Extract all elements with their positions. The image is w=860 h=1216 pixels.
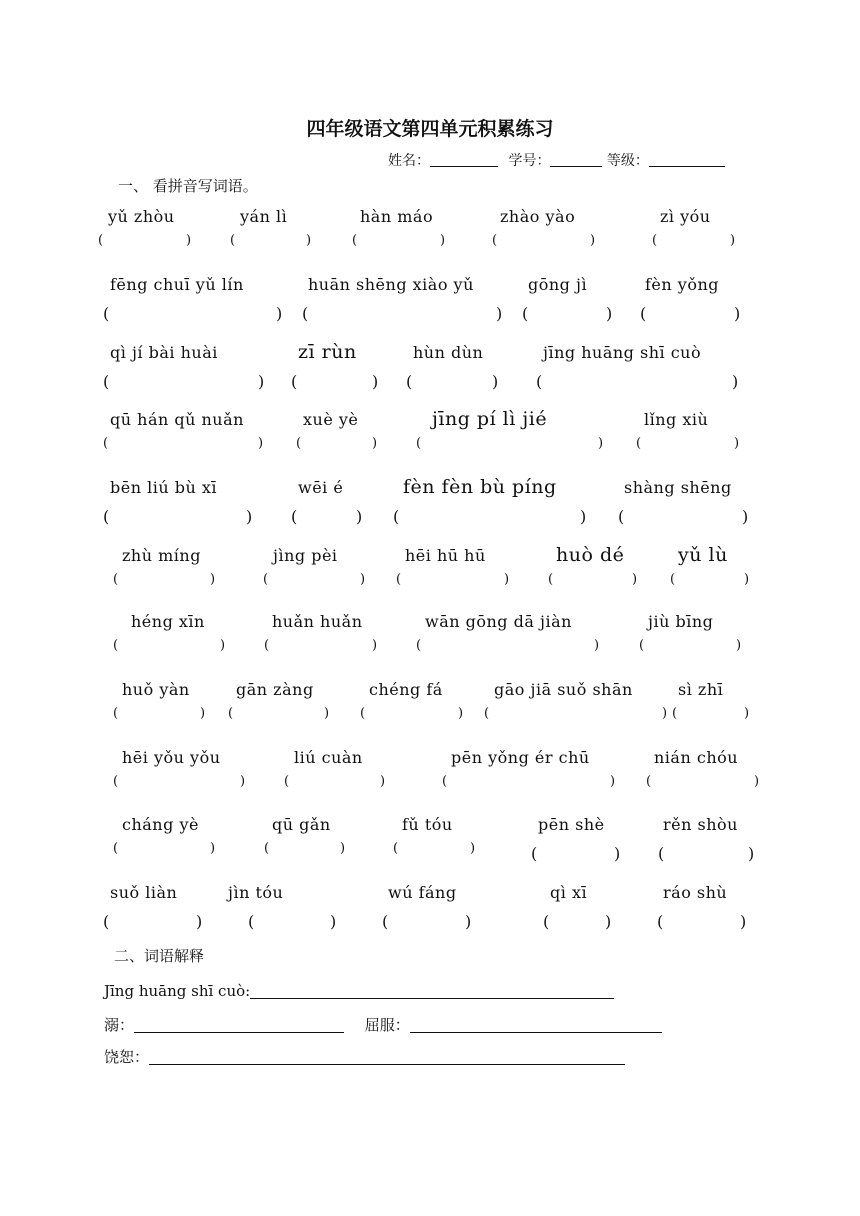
answer-box[interactable] (121, 774, 238, 792)
answer-box[interactable] (678, 572, 742, 590)
pinyin-word: qū gǎn (272, 815, 331, 834)
answer-paren-close: ) (465, 912, 472, 931)
pinyin-word: hàn máo (360, 207, 434, 226)
answer-paren-open: ( (352, 233, 358, 248)
answer-paren-open: ( (291, 372, 298, 391)
answer-box[interactable] (424, 638, 592, 656)
answer-paren-close: ) (734, 436, 740, 451)
answer-box[interactable] (556, 572, 630, 590)
answer-paren-open: ( (113, 774, 119, 789)
pinyin-word: hēi yǒu yǒu (122, 748, 221, 767)
pinyin-word: hùn dùn (413, 343, 484, 362)
answer-paren-close: ) (220, 638, 226, 653)
answer-paren-close: ) (742, 507, 749, 526)
pinyin-word: wú fáng (388, 883, 457, 902)
answer-paren-open: ( (98, 233, 104, 248)
pinyin-word: yán lì (240, 207, 288, 226)
answer-paren-open: ( (291, 507, 298, 526)
answer-box[interactable] (111, 436, 256, 454)
answer-paren-close: ) (732, 372, 739, 391)
pinyin-word: héng xīn (131, 612, 205, 631)
answer-paren-close: ) (372, 638, 378, 653)
definition-line-4 (104, 1046, 625, 1067)
pinyin-word: liú cuàn (294, 748, 363, 767)
answer-paren-close: ) (196, 912, 203, 931)
pinyin-word: wān gōng dā jiàn (425, 612, 572, 631)
answer-paren-open: ( (113, 706, 119, 721)
answer-paren-open: ( (442, 774, 448, 789)
answer-paren-open: ( (113, 841, 119, 856)
pinyin-word: ráo shù (663, 883, 728, 902)
answer-paren-close: ) (340, 841, 346, 856)
answer-paren-open: ( (302, 304, 309, 323)
pinyin-word: gān zàng (236, 680, 314, 699)
answer-box[interactable] (390, 912, 463, 930)
answer-paren-close: ) (632, 572, 638, 587)
answer-paren-open: ( (230, 233, 236, 248)
answer-paren-close: ) (662, 706, 668, 721)
answer-box[interactable] (648, 304, 732, 322)
answer-paren-open: ( (536, 372, 543, 391)
answer-paren-close: ) (210, 572, 216, 587)
pinyin-word: fǔ tóu (402, 815, 453, 834)
answer-paren-open: ( (103, 436, 109, 451)
answer-box[interactable] (121, 638, 218, 656)
answer-paren-close: ) (740, 912, 747, 931)
answer-box[interactable] (360, 233, 438, 251)
answer-box[interactable] (654, 774, 752, 792)
answer-box[interactable] (121, 841, 208, 859)
answer-paren-open: ( (531, 844, 538, 863)
pinyin-word: shàng shēng (624, 478, 732, 497)
answer-paren-open: ( (103, 304, 110, 323)
answer-paren-open: ( (103, 372, 110, 391)
pinyin-word: huǒ yàn (122, 680, 190, 699)
answer-paren-open: ( (113, 572, 119, 587)
answer-paren-open: ( (228, 706, 234, 721)
answer-paren-close: ) (276, 304, 283, 323)
answer-paren-close: ) (754, 774, 760, 789)
definition-answer-2[interactable] (134, 1016, 344, 1033)
answer-paren-close: ) (736, 638, 742, 653)
answer-paren-close: ) (730, 233, 736, 248)
answer-paren-open: ( (484, 706, 490, 721)
answer-paren-close: ) (330, 912, 337, 931)
answer-box[interactable] (424, 436, 596, 454)
answer-paren-open: ( (103, 912, 110, 931)
pinyin-word: suǒ liàn (110, 883, 178, 902)
pinyin-word: gōng jì (528, 275, 588, 294)
answer-paren-close: ) (258, 436, 264, 451)
answer-paren-open: ( (416, 436, 422, 451)
answer-box[interactable] (272, 841, 338, 859)
answer-paren-close: ) (598, 436, 604, 451)
pinyin-word: cháng yè (122, 815, 199, 834)
answer-paren-open: ( (406, 372, 413, 391)
answer-paren-close: ) (580, 507, 587, 526)
answer-paren-close: ) (614, 844, 621, 863)
answer-paren-open: ( (658, 844, 665, 863)
answer-paren-open: ( (657, 912, 664, 931)
answer-paren-open: ( (360, 706, 366, 721)
definition-answer-4[interactable] (149, 1048, 625, 1065)
id-label: 学号： (508, 153, 551, 169)
answer-paren-close: ) (324, 706, 330, 721)
pinyin-word: qū hán qǔ nuǎn (110, 410, 244, 429)
pinyin-word: fēng chuī yǔ lín (110, 275, 244, 294)
answer-box[interactable] (401, 507, 578, 525)
answer-paren-open: ( (264, 841, 270, 856)
answer-box[interactable] (660, 233, 728, 251)
definition-label-2: 溺： (104, 1016, 135, 1034)
answer-paren-open: ( (296, 436, 302, 451)
definition-line-2 (104, 1014, 662, 1035)
answer-paren-close: ) (590, 233, 596, 248)
answer-box[interactable] (450, 774, 608, 792)
pinyin-word: zhào yào (500, 207, 576, 226)
answer-box[interactable] (551, 912, 603, 930)
pinyin-word: rěn shòu (663, 815, 738, 834)
pinyin-word: gāo jiā suǒ shān (494, 680, 633, 699)
definition-label-3: 屈服： (364, 1016, 410, 1034)
page-title: 四年级语文第四单元积累练习 (306, 118, 554, 140)
definition-label-4: 饶恕： (104, 1048, 150, 1066)
answer-paren-close: ) (744, 572, 750, 587)
answer-box[interactable] (665, 912, 738, 930)
pinyin-word: zhù míng (122, 546, 201, 565)
answer-paren-close: ) (440, 233, 446, 248)
answer-paren-open: ( (670, 572, 676, 587)
answer-paren-open: ( (672, 706, 678, 721)
answer-paren-open: ( (636, 436, 642, 451)
answer-box[interactable] (111, 372, 256, 390)
definition-answer-3[interactable] (410, 1016, 662, 1033)
answer-box[interactable] (404, 572, 502, 590)
pinyin-word: huān shēng xiào yǔ (308, 275, 474, 294)
answer-paren-open: ( (416, 638, 422, 653)
answer-paren-close: ) (240, 774, 246, 789)
answer-paren-open: ( (248, 912, 255, 931)
answer-paren-open: ( (396, 572, 402, 587)
answer-box[interactable] (111, 912, 194, 930)
grade-label: 等级： (606, 153, 649, 169)
pinyin-word: jīng huāng shī cuò (543, 343, 702, 362)
answer-box[interactable] (106, 233, 184, 251)
pinyin-word: pēn yǒng ér chū (451, 748, 590, 767)
answer-box[interactable] (299, 507, 354, 525)
pinyin-word: wēi é (298, 478, 344, 497)
section-2-heading: 二、词语解释 (114, 947, 205, 965)
pinyin-word: pēn shè (538, 815, 605, 834)
pinyin-word: nián chóu (654, 748, 739, 767)
answer-paren-open: ( (639, 638, 645, 653)
answer-box[interactable] (272, 638, 370, 656)
answer-paren-close: ) (372, 436, 378, 451)
answer-box[interactable] (292, 774, 378, 792)
pinyin-word: bēn liú bù xī (110, 478, 217, 497)
answer-paren-open: ( (548, 572, 554, 587)
answer-paren-close: ) (734, 304, 741, 323)
answer-paren-close: ) (492, 372, 499, 391)
answer-paren-close: ) (306, 233, 312, 248)
pinyin-word: lǐng xiù (644, 410, 709, 429)
pinyin-word: xuè yè (303, 410, 359, 429)
answer-box[interactable] (544, 372, 730, 390)
section-1-heading: 一、 看拼音写词语。 (118, 177, 258, 195)
answer-paren-close: ) (210, 841, 216, 856)
answer-box[interactable] (304, 436, 370, 454)
answer-paren-open: ( (652, 233, 658, 248)
answer-paren-open: ( (113, 638, 119, 653)
answer-paren-open: ( (640, 304, 647, 323)
answer-box[interactable] (121, 572, 208, 590)
answer-paren-close: ) (200, 706, 206, 721)
answer-box[interactable] (111, 507, 244, 525)
answer-paren-open: ( (393, 507, 400, 526)
answer-paren-close: ) (606, 304, 613, 323)
pinyin-word: huò dé (556, 544, 625, 566)
answer-box[interactable] (111, 304, 274, 322)
answer-paren-close: ) (594, 638, 600, 653)
answer-paren-open: ( (646, 774, 652, 789)
answer-box[interactable] (530, 304, 604, 322)
answer-box[interactable] (238, 233, 304, 251)
answer-paren-open: ( (393, 841, 399, 856)
pinyin-word: yǔ zhòu (108, 207, 175, 226)
answer-box[interactable] (414, 372, 490, 390)
answer-box[interactable] (121, 706, 198, 724)
definition-line-1 (104, 982, 614, 1000)
pinyin-word: qì xī (550, 883, 588, 902)
answer-paren-close: ) (246, 507, 253, 526)
answer-box[interactable] (644, 436, 732, 454)
answer-box[interactable] (626, 507, 740, 525)
answer-paren-close: ) (356, 507, 363, 526)
pinyin-word: jiù bīng (648, 612, 714, 631)
pinyin-word: jìng pèi (273, 546, 338, 565)
answer-paren-close: ) (470, 841, 476, 856)
answer-box[interactable] (401, 841, 468, 859)
answer-paren-close: ) (605, 912, 612, 931)
pinyin-word: hēi hū hū (405, 546, 486, 565)
answer-paren-close: ) (360, 572, 366, 587)
pinyin-word: jīng pí lì jié (432, 408, 548, 430)
answer-paren-open: ( (103, 507, 110, 526)
pinyin-word: chéng fá (369, 680, 443, 699)
answer-box[interactable] (539, 844, 612, 862)
pinyin-word: sì zhī (678, 680, 724, 699)
answer-paren-close: ) (372, 372, 379, 391)
answer-paren-close: ) (380, 774, 386, 789)
answer-box[interactable] (236, 706, 322, 724)
answer-paren-open: ( (264, 638, 270, 653)
name-label: 姓名： (388, 153, 430, 169)
answer-box[interactable] (256, 912, 328, 930)
pinyin-word: fèn yǒng (645, 275, 719, 294)
pinyin-word: yǔ lù (678, 544, 728, 566)
definition-label-1: Jīng huāng shī cuò: (104, 982, 251, 1000)
answer-paren-open: ( (492, 233, 498, 248)
answer-box[interactable] (271, 572, 358, 590)
answer-paren-open: ( (382, 912, 389, 931)
answer-box[interactable] (299, 372, 370, 390)
answer-paren-close: ) (458, 706, 464, 721)
answer-paren-close: ) (504, 572, 510, 587)
answer-paren-open: ( (543, 912, 550, 931)
answer-box[interactable] (492, 706, 660, 724)
answer-box[interactable] (647, 638, 734, 656)
answer-paren-close: ) (610, 774, 616, 789)
answer-box[interactable] (666, 844, 746, 862)
pinyin-word: jìn tóu (228, 883, 284, 902)
answer-box[interactable] (500, 233, 588, 251)
answer-box[interactable] (368, 706, 456, 724)
pinyin-word: fèn fèn bù píng (403, 476, 557, 498)
pinyin-word: qì jí bài huài (110, 343, 218, 362)
answer-paren-open: ( (618, 507, 625, 526)
answer-paren-close: ) (748, 844, 755, 863)
pinyin-word: huǎn huǎn (272, 612, 363, 631)
definition-answer-1[interactable] (250, 982, 614, 999)
pinyin-word: zì yóu (660, 207, 711, 226)
answer-paren-close: ) (258, 372, 265, 391)
answer-box[interactable] (680, 706, 742, 724)
answer-paren-close: ) (744, 706, 750, 721)
answer-paren-close: ) (496, 304, 503, 323)
answer-paren-close: ) (186, 233, 192, 248)
answer-paren-open: ( (263, 572, 269, 587)
answer-box[interactable] (310, 304, 494, 322)
pinyin-word: zī rùn (298, 341, 357, 363)
answer-paren-open: ( (522, 304, 529, 323)
answer-paren-open: ( (284, 774, 290, 789)
